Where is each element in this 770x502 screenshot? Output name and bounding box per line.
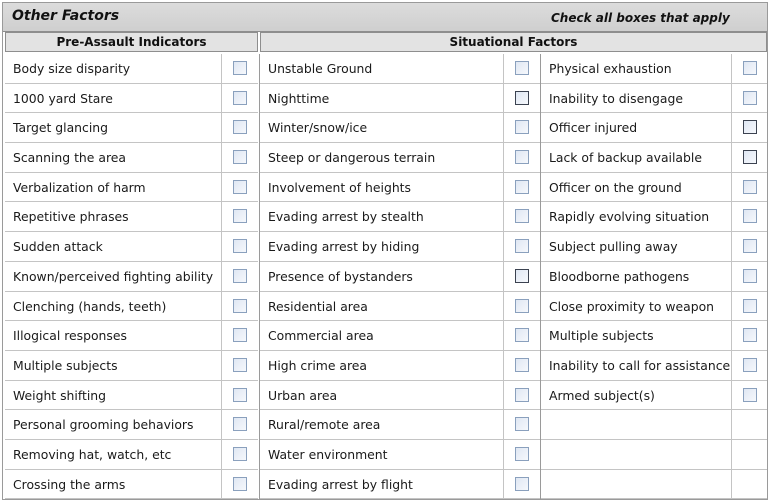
checklist-row [5, 262, 258, 292]
checkbox-cell [731, 202, 768, 231]
checklist-row [260, 440, 540, 470]
checklist-row [541, 410, 768, 440]
checkbox-cell [503, 202, 540, 231]
checkbox-cell [221, 84, 258, 113]
column-situational-2 [540, 54, 768, 499]
checklist-row [541, 321, 768, 351]
factor-checkbox[interactable] [743, 120, 757, 134]
checklist-row [541, 143, 768, 173]
factor-checkbox[interactable] [515, 447, 529, 461]
checkbox-cell [503, 470, 540, 499]
section-header-situational: Situational Factors [260, 32, 767, 52]
checklist-row [541, 381, 768, 411]
checkbox-cell [221, 143, 258, 172]
factor-label: Repetitive phrases [13, 209, 129, 225]
checkbox-cell [731, 410, 768, 439]
checklist-row [541, 113, 768, 143]
factor-label: Officer injured [549, 120, 638, 136]
checkbox-cell [731, 232, 768, 261]
factor-checkbox[interactable] [515, 358, 529, 372]
checkbox-cell [503, 232, 540, 261]
factor-checkbox[interactable] [515, 209, 529, 223]
factor-label: Inability to call for assistance [549, 357, 731, 373]
checkbox-cell [221, 410, 258, 439]
factor-checkbox[interactable] [515, 91, 529, 105]
factor-label: Armed subject(s) [549, 387, 655, 403]
factor-checkbox[interactable] [515, 299, 529, 313]
factor-label: Inability to disengage [549, 90, 683, 106]
checklist-row [5, 381, 258, 411]
factor-checkbox[interactable] [743, 388, 757, 402]
factor-label: Evading arrest by stealth [268, 209, 424, 225]
checkbox-cell [731, 173, 768, 202]
checklist-row [541, 292, 768, 322]
factor-label: Winter/snow/ice [268, 120, 368, 136]
factor-label: Officer on the ground [549, 179, 682, 195]
checklist-row [541, 202, 768, 232]
checkbox-cell [503, 351, 540, 380]
checkbox-cell [503, 173, 540, 202]
factor-label: Personal grooming behaviors [13, 417, 194, 433]
other-factors-form [2, 2, 768, 500]
form-instruction: Check all boxes that apply [551, 11, 730, 25]
factor-checkbox[interactable] [743, 299, 757, 313]
factor-checkbox[interactable] [233, 269, 247, 283]
checklist-row [260, 202, 540, 232]
checkbox-cell [503, 292, 540, 321]
factor-label: Evading arrest by hiding [268, 239, 420, 255]
checklist-row [5, 410, 258, 440]
checkbox-cell [221, 173, 258, 202]
checklist-row [541, 440, 768, 470]
checklist-row [260, 113, 540, 143]
checkbox-cell [731, 54, 768, 83]
checklist-row [260, 292, 540, 322]
factor-checkbox[interactable] [515, 150, 529, 164]
factor-checkbox[interactable] [233, 61, 247, 75]
factor-label: Scanning the area [13, 150, 126, 166]
checklist-row [5, 470, 258, 500]
factor-checkbox[interactable] [233, 417, 247, 431]
factor-label: Weight shifting [13, 387, 107, 403]
factor-label: Lack of backup available [549, 150, 702, 166]
factor-checkbox[interactable] [233, 120, 247, 134]
factor-checkbox[interactable] [233, 388, 247, 402]
checkbox-cell [221, 202, 258, 231]
factor-checkbox[interactable] [233, 91, 247, 105]
checklist-row [260, 143, 540, 173]
factor-checkbox[interactable] [233, 150, 247, 164]
checkbox-cell [503, 54, 540, 83]
checklist-row [5, 440, 258, 470]
checkbox-cell [731, 470, 768, 499]
checklist-row [5, 54, 258, 84]
factor-checkbox[interactable] [233, 328, 247, 342]
factor-label: Multiple subjects [549, 328, 654, 344]
checkbox-cell [221, 292, 258, 321]
factor-label: Multiple subjects [13, 357, 118, 373]
checkbox-cell [221, 351, 258, 380]
checklist-row [5, 292, 258, 322]
factor-checkbox[interactable] [233, 299, 247, 313]
checkbox-cell [731, 113, 768, 142]
factor-label: Steep or dangerous terrain [268, 150, 436, 166]
factor-checkbox[interactable] [233, 180, 247, 194]
factor-checkbox[interactable] [743, 358, 757, 372]
factor-label: Involvement of heights [268, 179, 411, 195]
checklist-row [541, 84, 768, 114]
checklist-row [5, 143, 258, 173]
checkbox-cell [503, 84, 540, 113]
checklist-row [260, 84, 540, 114]
factor-label: Rural/remote area [268, 417, 381, 433]
factor-label: High crime area [268, 357, 368, 373]
checklist-row [260, 232, 540, 262]
checkbox-cell [221, 113, 258, 142]
factor-label: Urban area [268, 387, 338, 403]
factor-label: Sudden attack [13, 239, 103, 255]
checklist-row [5, 173, 258, 203]
factor-label: Illogical responses [13, 328, 127, 344]
checklist-row [5, 113, 258, 143]
factor-checkbox[interactable] [743, 150, 757, 164]
checkbox-cell [731, 440, 768, 469]
factor-label: Rapidly evolving situation [549, 209, 710, 225]
checkbox-cell [503, 381, 540, 410]
factor-checkbox[interactable] [515, 61, 529, 75]
factor-checkbox[interactable] [743, 91, 757, 105]
factor-label: 1000 yard Stare [13, 90, 113, 106]
checkbox-cell [503, 143, 540, 172]
factor-checkbox[interactable] [515, 328, 529, 342]
checklist-row [260, 381, 540, 411]
factor-checkbox[interactable] [743, 61, 757, 75]
checklist-row [260, 470, 540, 500]
checklist-row [260, 351, 540, 381]
checkbox-cell [503, 410, 540, 439]
column-situational-1 [260, 54, 540, 499]
factor-checkbox[interactable] [515, 180, 529, 194]
checkbox-cell [221, 54, 258, 83]
factor-label: Presence of bystanders [268, 268, 413, 284]
factor-checkbox[interactable] [515, 417, 529, 431]
factor-checkbox[interactable] [743, 209, 757, 223]
checkbox-cell [221, 321, 258, 350]
checkbox-cell [503, 262, 540, 291]
checklist-row [260, 54, 540, 84]
checkbox-cell [503, 113, 540, 142]
factor-checkbox[interactable] [515, 388, 529, 402]
checklist-row [260, 321, 540, 351]
checklist-row [260, 262, 540, 292]
checkbox-cell [731, 351, 768, 380]
factor-label: Crossing the arms [13, 476, 126, 492]
factor-label: Bloodborne pathogens [549, 268, 690, 284]
factor-label: Removing hat, watch, etc [13, 446, 172, 462]
factor-checkbox[interactable] [743, 328, 757, 342]
checklist-row [5, 351, 258, 381]
column-divider [259, 54, 260, 500]
checklist-row [541, 262, 768, 292]
factor-checkbox[interactable] [515, 477, 529, 491]
factor-label: Evading arrest by flight [268, 476, 413, 492]
factor-label: Unstable Ground [268, 61, 373, 76]
factor-checkbox[interactable] [515, 239, 529, 253]
checklist-row [541, 54, 768, 84]
factor-label: Target glancing [13, 120, 108, 136]
factor-label: Subject pulling away [549, 239, 678, 255]
checkbox-cell [221, 381, 258, 410]
checklist-row [260, 410, 540, 440]
checklist-row [541, 232, 768, 262]
checklist-row [5, 321, 258, 351]
section-header-pre-assault: Pre-Assault Indicators [5, 32, 258, 52]
factor-checkbox[interactable] [743, 269, 757, 283]
factor-checkbox[interactable] [233, 358, 247, 372]
checklist-row [5, 232, 258, 262]
factor-label: Nighttime [268, 90, 330, 106]
factor-label: Physical exhaustion [549, 61, 672, 76]
form-header [3, 3, 767, 32]
checkbox-cell [221, 440, 258, 469]
factor-label: Clenching (hands, teeth) [13, 298, 167, 314]
factor-checkbox[interactable] [233, 239, 247, 253]
checkbox-cell [221, 232, 258, 261]
column-pre-assault [5, 54, 258, 499]
checkbox-cell [731, 262, 768, 291]
checkbox-cell [221, 470, 258, 499]
factor-label: Commercial area [268, 328, 374, 344]
checklist-row [541, 470, 768, 500]
checkbox-cell [731, 84, 768, 113]
factor-checkbox[interactable] [515, 269, 529, 283]
checklist-row [5, 84, 258, 114]
factor-checkbox[interactable] [743, 180, 757, 194]
checklist-row [541, 173, 768, 203]
checklist-row [5, 202, 258, 232]
checkbox-cell [503, 440, 540, 469]
factor-checkbox[interactable] [743, 239, 757, 253]
factor-label: Verbalization of harm [13, 179, 146, 195]
factor-label: Water environment [268, 446, 388, 462]
checklist-row [541, 351, 768, 381]
factor-checkbox[interactable] [233, 477, 247, 491]
factor-checkbox[interactable] [515, 120, 529, 134]
factor-checkbox[interactable] [233, 447, 247, 461]
form-title: Other Factors [12, 8, 120, 24]
checklist-row [260, 173, 540, 203]
factor-checkbox[interactable] [233, 209, 247, 223]
checkbox-cell [731, 292, 768, 321]
factor-label: Residential area [268, 298, 368, 314]
factor-label: Close proximity to weapon [549, 298, 715, 314]
factor-label: Known/perceived fighting ability [13, 268, 214, 284]
checkbox-cell [731, 381, 768, 410]
checkbox-cell [731, 143, 768, 172]
checkbox-cell [731, 321, 768, 350]
checkbox-cell [503, 321, 540, 350]
factor-label: Body size disparity [13, 61, 131, 76]
checkbox-cell [221, 262, 258, 291]
